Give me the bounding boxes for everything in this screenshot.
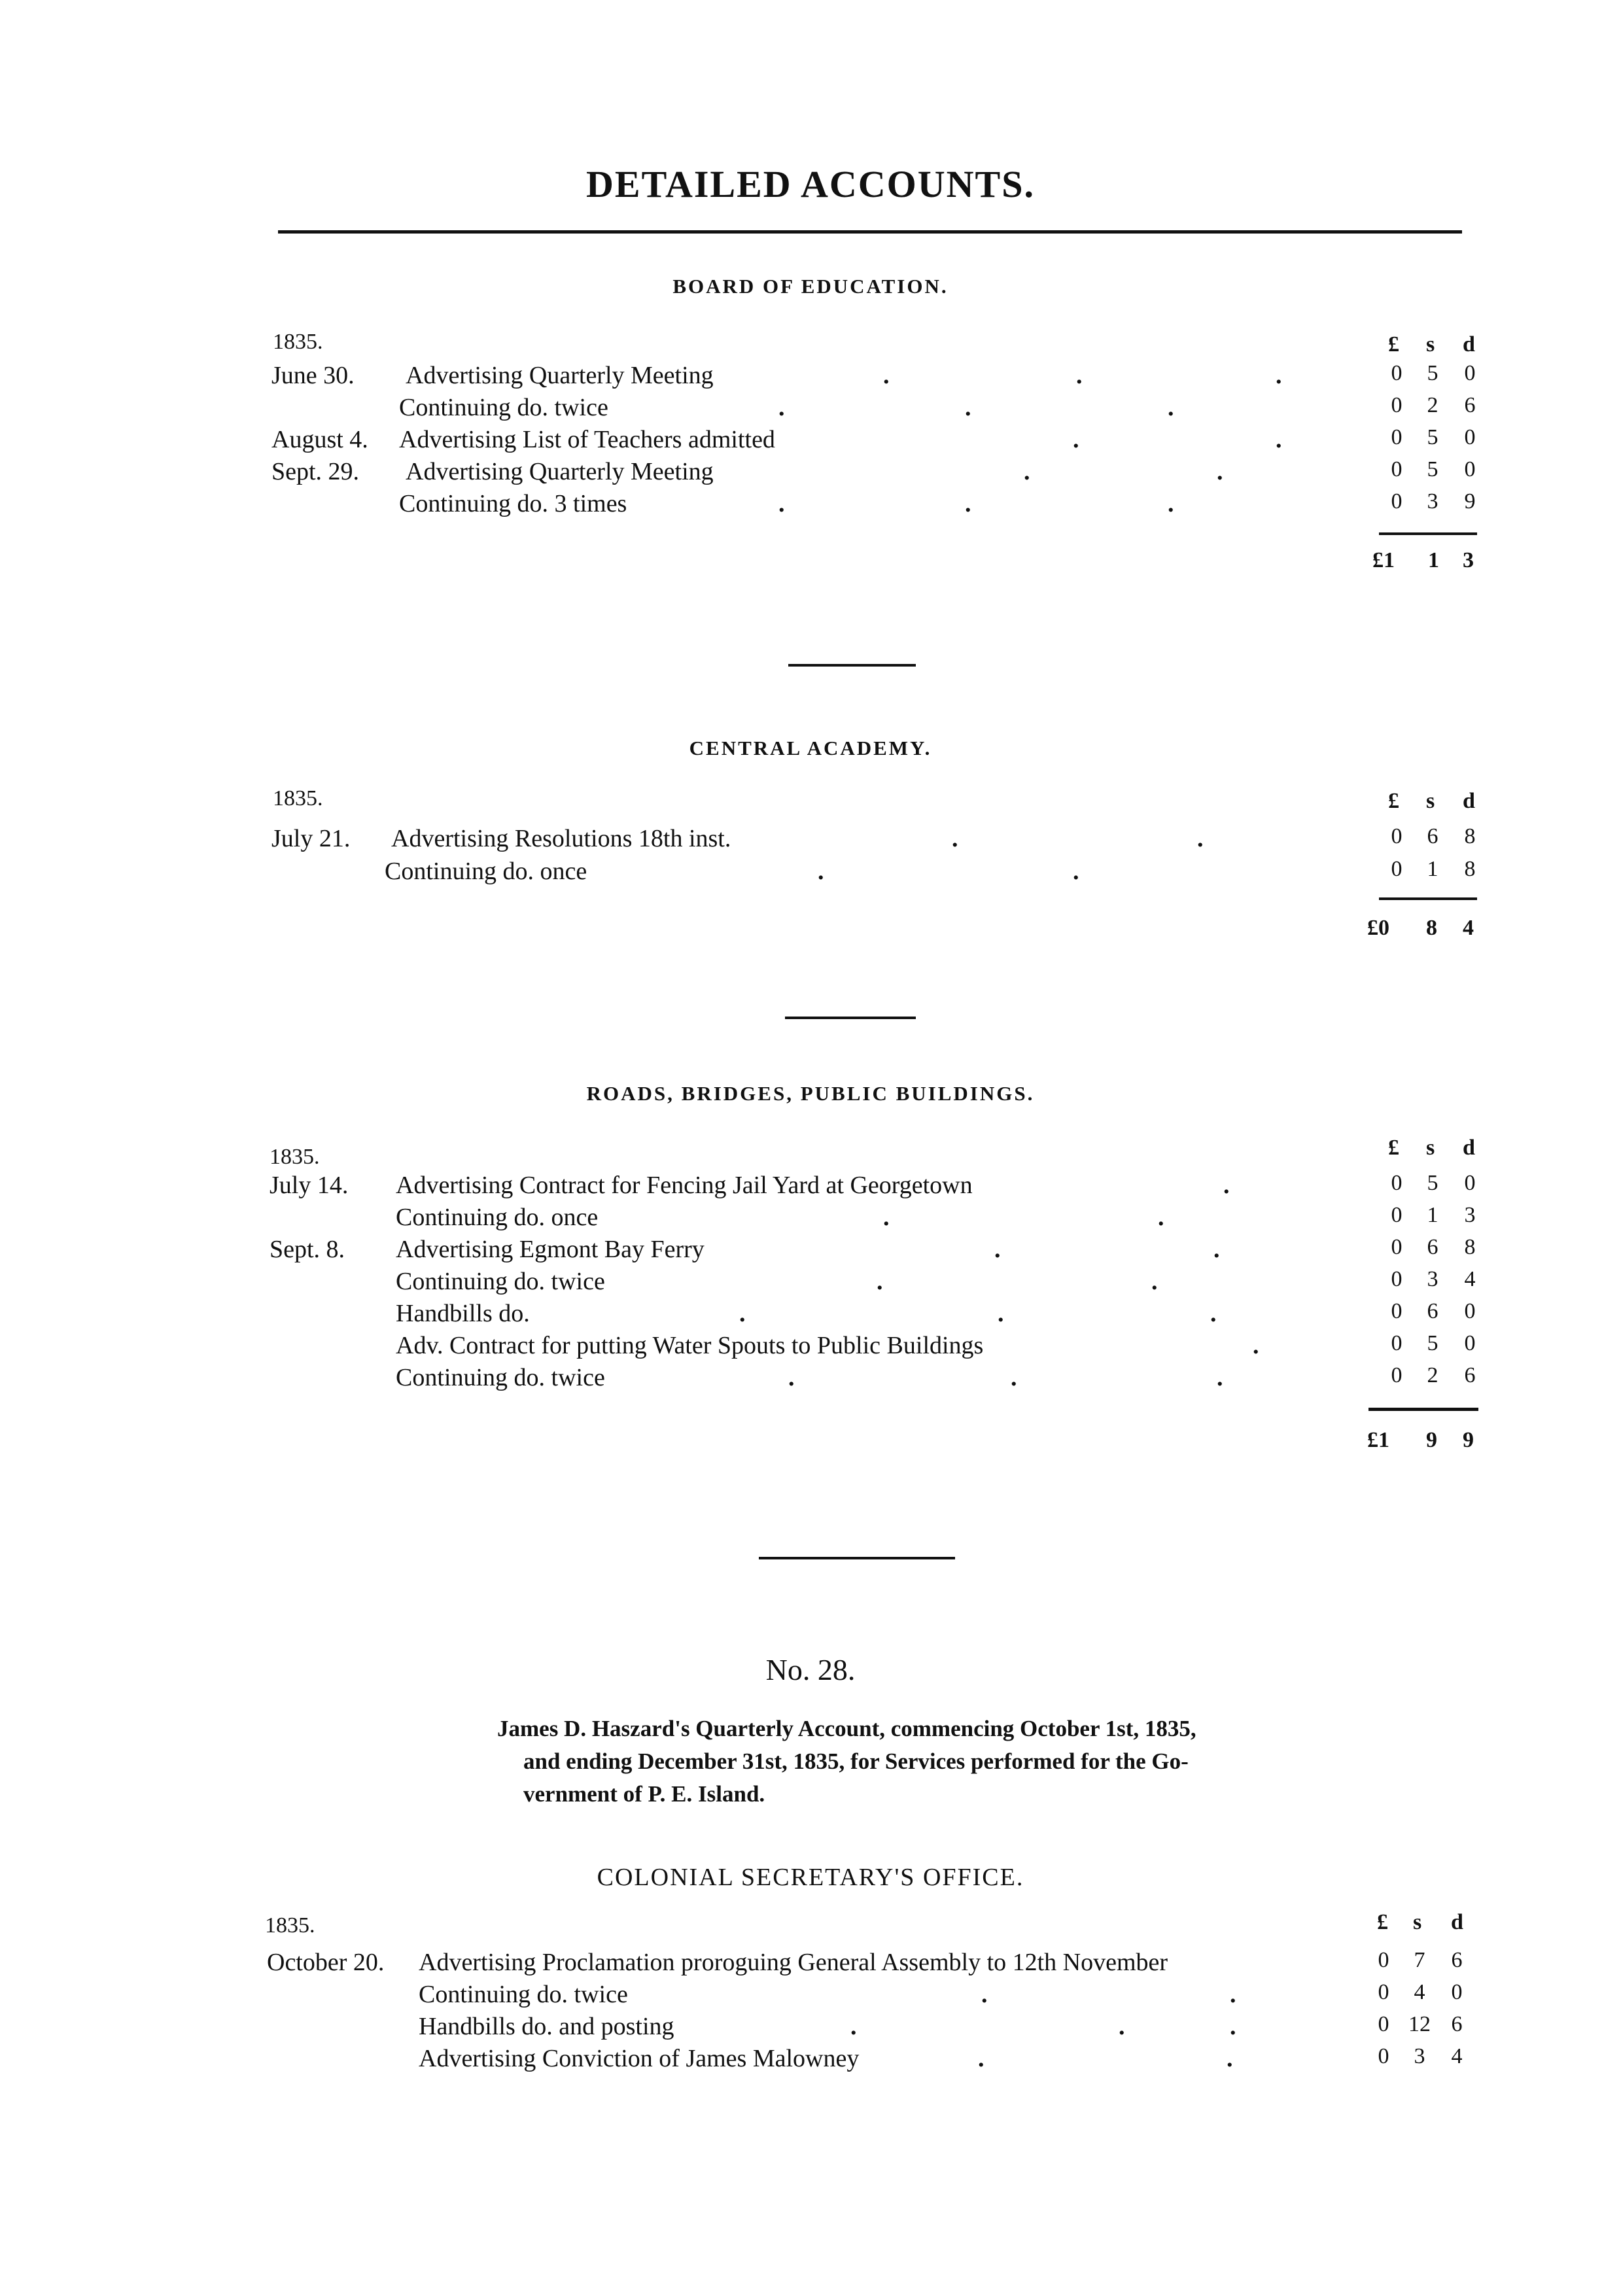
total-shillings: 9: [1426, 1428, 1437, 1452]
entry-description: Advertising Proclamation proroguing General Assembly to 12th November: [419, 1949, 1168, 1976]
intro-line: and ending December 31st, 1835, for Services performed for the Go-: [523, 1748, 1189, 1774]
amount-pence: 0: [1451, 1980, 1463, 2004]
currency-header-pounds: £: [1388, 332, 1399, 357]
entry-description: Advertising Quarterly Meeting: [406, 362, 714, 389]
title-rule: [278, 230, 1462, 234]
entry-description: Adv. Contract for putting Water Spouts to Public Buildings: [396, 1332, 984, 1359]
section-title: BOARD OF EDUCATION.: [672, 275, 949, 298]
amount-pounds: 0: [1391, 1363, 1403, 1387]
amount-pence: 0: [1464, 425, 1476, 449]
section-year: 1835.: [273, 786, 323, 810]
currency-header-shillings: s: [1426, 789, 1435, 813]
amount-pounds: 0: [1391, 1267, 1403, 1291]
currency-header-pence: d: [1463, 332, 1475, 357]
account-number: No. 28.: [765, 1653, 856, 1686]
amount-pence: 9: [1464, 489, 1476, 513]
amount-pounds: 0: [1391, 824, 1403, 848]
amount-pence: 6: [1464, 1363, 1476, 1387]
table-row: June 30. Advertising Quarterly Meeting . . . 0 5 0: [0, 361, 1621, 394]
amount-shillings: 6: [1427, 1299, 1438, 1323]
currency-header-pounds: £: [1388, 1136, 1399, 1160]
amount-shillings: 12: [1408, 2012, 1431, 2036]
table-row: Handbills do. . . . 0 6 0: [0, 1299, 1621, 1332]
table-row: Continuing do. twice . . 0 3 4: [0, 1267, 1621, 1300]
amount-shillings: 1: [1427, 1203, 1438, 1227]
entry-description: Continuing do. twice: [419, 1981, 628, 2008]
amount-shillings: 6: [1427, 1235, 1438, 1259]
section-divider: [788, 664, 916, 667]
amount-shillings: 5: [1427, 1331, 1438, 1355]
total-pounds: £0: [1367, 916, 1389, 940]
table-row: Continuing do. 3 times . . . 0 3 9: [0, 489, 1621, 522]
amount-pence: 3: [1464, 1203, 1476, 1227]
section-year: 1835.: [273, 330, 323, 354]
amount-shillings: 2: [1427, 393, 1438, 417]
amount-pounds: 0: [1391, 1235, 1403, 1259]
table-row: July 21. Advertising Resolutions 18th inst. . . 0 6 8: [0, 824, 1621, 857]
table-row: [0, 1948, 1621, 1981]
amount-pence: 4: [1464, 1267, 1476, 1291]
amount-pounds: 0: [1391, 457, 1403, 481]
amount-pounds: 0: [1391, 1331, 1403, 1355]
amount-shillings: 4: [1414, 1980, 1425, 2004]
amount-pence: 8: [1464, 1235, 1476, 1259]
entry-description: Advertising Contract for Fencing Jail Yard at Georgetown: [396, 1172, 973, 1199]
entry-description: Continuing do. once: [396, 1204, 599, 1231]
currency-header-shillings: s: [1413, 1910, 1422, 1934]
amount-shillings: 6: [1427, 824, 1438, 848]
amount-pounds: 0: [1391, 1203, 1403, 1227]
amount-pounds: 0: [1391, 393, 1403, 417]
entry-description: Continuing do. 3 times: [399, 490, 627, 517]
entry-description: Continuing do. twice: [399, 394, 608, 421]
amount-shillings: 3: [1427, 1267, 1438, 1291]
currency-header-pounds: £: [1388, 789, 1399, 813]
entry-date: October 20.: [267, 1949, 385, 1976]
amount-pounds: 0: [1378, 2044, 1389, 2068]
amount-shillings: 5: [1427, 361, 1438, 385]
sum-rule: [1368, 1408, 1478, 1411]
entry-description: Continuing do. once: [385, 858, 587, 885]
section-year: 1835.: [265, 1913, 315, 1938]
amount-pounds: 0: [1391, 489, 1403, 513]
table-row: Continuing do. twice . . 0 4 0: [0, 1980, 1621, 2013]
total-pounds: £1: [1367, 1428, 1389, 1452]
amount-shillings: 3: [1414, 2044, 1425, 2068]
amount-shillings: 3: [1427, 489, 1438, 513]
total-shillings: 8: [1426, 916, 1437, 940]
entry-description: Advertising Resolutions 18th inst.: [391, 825, 731, 852]
amount-pounds: 0: [1378, 1948, 1389, 1972]
section-title: CENTRAL ACADEMY.: [689, 737, 932, 759]
amount-shillings: 7: [1414, 1948, 1425, 1972]
amount-pence: 4: [1451, 2044, 1463, 2068]
amount-pence: 8: [1464, 824, 1476, 848]
amount-shillings: 5: [1427, 1171, 1438, 1195]
amount-pence: 0: [1464, 1299, 1476, 1323]
currency-header-pence: d: [1463, 789, 1475, 813]
amount-shillings: 5: [1427, 457, 1438, 481]
amount-pence: 0: [1464, 1171, 1476, 1195]
entry-date: June 30.: [271, 362, 355, 389]
amount-pounds: 0: [1391, 1299, 1403, 1323]
table-row: Continuing do. twice . . . 0 2 6: [0, 1363, 1621, 1396]
amount-shillings: 1: [1427, 857, 1438, 881]
table-row: Handbills do. and posting . . . 0 12 6: [0, 2012, 1621, 2045]
account-intro: [497, 1713, 1348, 1811]
entry-description: Advertising List of Teachers admitted: [399, 426, 775, 453]
amount-pence: 0: [1464, 1331, 1476, 1355]
amount-pounds: 0: [1378, 2012, 1389, 2036]
intro-line: vernment of P. E. Island.: [523, 1781, 765, 1807]
table-row: August 4. Advertising List of Teachers admitted . . 0 5 0: [0, 425, 1621, 458]
total-pence: 9: [1463, 1428, 1474, 1452]
entry-description: Handbills do. and posting: [419, 2013, 674, 2040]
table-row: Adv. Contract for putting Water Spouts to Public Buildings . 0 5 0: [0, 1331, 1621, 1364]
currency-header-pence: d: [1451, 1910, 1463, 1934]
section-year: 1835.: [270, 1145, 320, 1169]
currency-header-shillings: s: [1426, 1136, 1435, 1160]
amount-pence: 0: [1464, 457, 1476, 481]
entry-description: Continuing do. twice: [396, 1268, 605, 1295]
table-row: Advertising Conviction of James Malowney . . 0 3 4: [0, 2044, 1621, 2077]
amount-pence: 8: [1464, 857, 1476, 881]
entry-description: Advertising Egmont Bay Ferry: [396, 1236, 705, 1263]
entry-date: Sept. 8.: [270, 1236, 345, 1263]
entry-description: Advertising Conviction of James Malowney: [419, 2045, 860, 2072]
intro-line: James D. Haszard's Quarterly Account, commencing October 1st, 1835,: [497, 1716, 1196, 1741]
page-title: DETAILED ACCOUNTS.: [586, 163, 1035, 205]
total-shillings: 1: [1428, 548, 1439, 572]
entry-description: Handbills do.: [396, 1300, 530, 1327]
total-pence: 4: [1463, 916, 1474, 940]
amount-pence: 6: [1451, 2012, 1463, 2036]
table-row: Continuing do. once . . 0 1 3: [0, 1203, 1621, 1236]
entry-date: Sept. 29.: [271, 458, 360, 485]
total-pence: 3: [1463, 548, 1474, 572]
table-row: Sept. 29. Advertising Quarterly Meeting . . 0 5 0: [0, 457, 1621, 490]
section-divider: [759, 1557, 955, 1559]
amount-shillings: 5: [1427, 425, 1438, 449]
amount-pounds: 0: [1391, 1171, 1403, 1195]
amount-shillings: 2: [1427, 1363, 1438, 1387]
amount-pounds: 0: [1391, 425, 1403, 449]
entry-description: Continuing do. twice: [396, 1364, 605, 1391]
currency-header-pence: d: [1463, 1136, 1475, 1160]
amount-pounds: 0: [1391, 361, 1403, 385]
sum-rule: [1379, 897, 1477, 900]
amount-pounds: 0: [1391, 857, 1403, 881]
entry-date: July 21.: [271, 825, 351, 852]
table-row: Continuing do. once . . 0 1 8: [0, 857, 1621, 890]
amount-pounds: 0: [1378, 1980, 1389, 2004]
amount-pence: 6: [1451, 1948, 1463, 1972]
sum-rule: [1379, 532, 1477, 535]
table-row: July 14. Advertising Contract for Fencing Jail Yard at Georgetown . 0 5 0: [0, 1171, 1621, 1204]
table-row: Continuing do. twice . . . 0 2 6: [0, 393, 1621, 426]
section-divider: [785, 1017, 916, 1019]
currency-header-shillings: s: [1426, 332, 1435, 357]
entry-description: Advertising Quarterly Meeting: [406, 458, 714, 485]
section-title: ROADS, BRIDGES, PUBLIC BUILDINGS.: [586, 1082, 1035, 1105]
amount-pence: 6: [1464, 393, 1476, 417]
table-row: Sept. 8. Advertising Egmont Bay Ferry . . 0 6 8: [0, 1235, 1621, 1268]
amount-pence: 0: [1464, 361, 1476, 385]
entry-date: August 4.: [271, 426, 368, 453]
section-title: COLONIAL SECRETARY'S OFFICE.: [597, 1864, 1024, 1891]
currency-header-pounds: £: [1377, 1910, 1388, 1934]
entry-date: July 14.: [270, 1172, 349, 1199]
total-pounds: £1: [1372, 548, 1395, 572]
